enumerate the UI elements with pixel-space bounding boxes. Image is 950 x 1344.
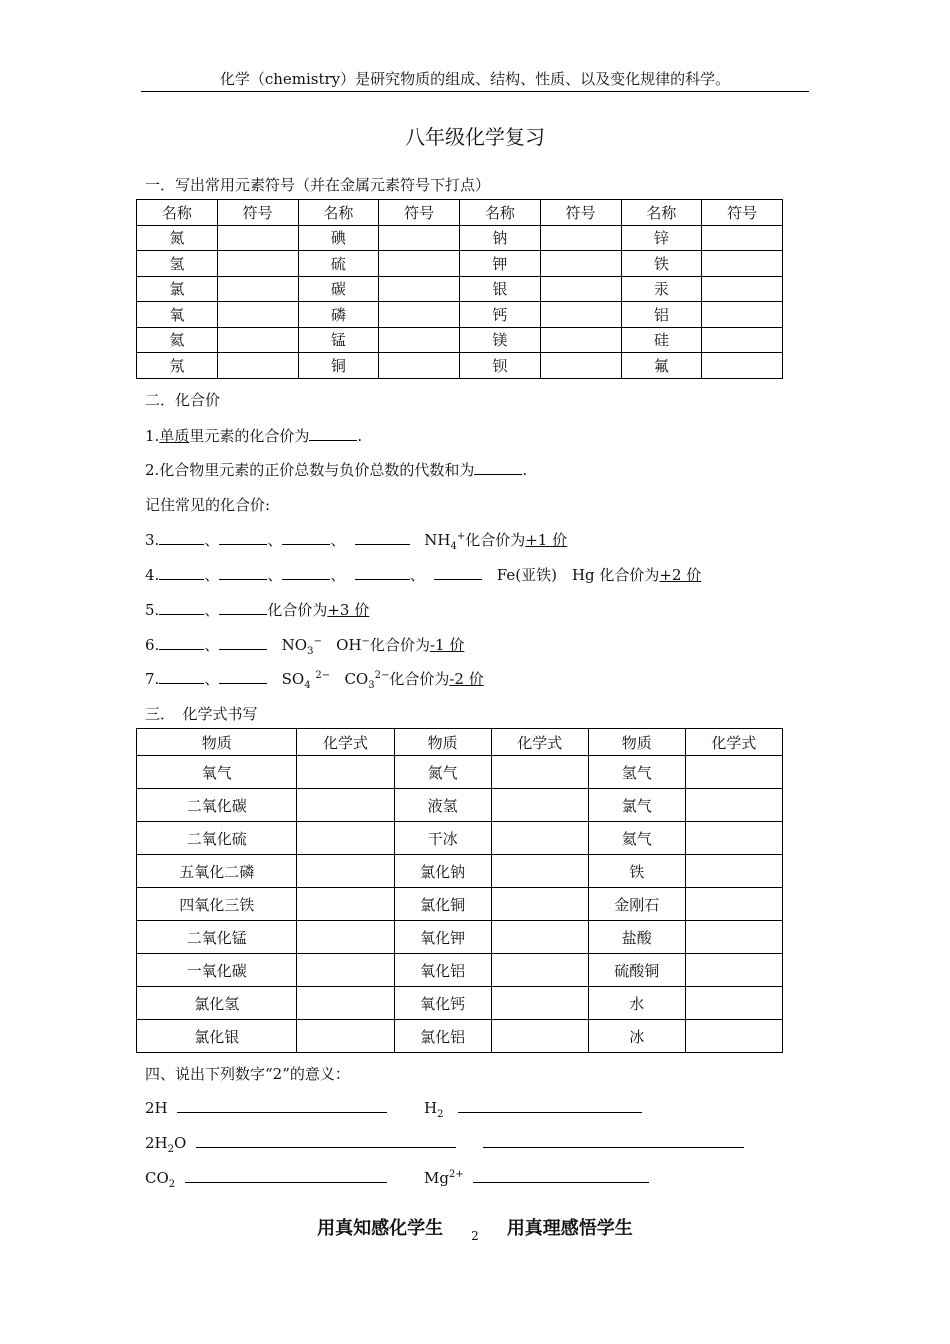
symbol-cell[interactable] (379, 353, 460, 379)
element-name: 氯 (137, 276, 218, 302)
meaning-2H2O-extra (483, 1133, 744, 1152)
table-row (137, 225, 783, 251)
table-header: 化学式 (491, 729, 588, 756)
answer-blank[interactable] (159, 600, 204, 615)
question-number: 7. (145, 670, 160, 688)
substance-name: 氧气 (137, 756, 297, 789)
symbol-cell[interactable] (702, 225, 783, 251)
substance-name: 一氧化碳 (137, 954, 297, 987)
question-text: 化合价为 (594, 566, 660, 584)
table-row (137, 888, 783, 921)
element-name: 钡 (460, 353, 541, 379)
section1-heading: 一．写出常用元素符号（并在金属元素符号下打点） (145, 176, 491, 194)
answer-blank[interactable] (434, 565, 482, 580)
separator: 、 (330, 531, 346, 549)
answer-blank[interactable] (282, 565, 330, 580)
separator: 、 (409, 566, 425, 584)
substance-name: 盐酸 (588, 921, 685, 954)
answer-blank[interactable] (355, 530, 410, 545)
symbol-cell[interactable] (702, 251, 783, 277)
answer-blank[interactable] (185, 1168, 387, 1183)
symbol-cell[interactable] (217, 251, 298, 277)
memorize-note: 记住常见的化合价: (145, 496, 271, 514)
substance-name: 金刚石 (588, 888, 685, 921)
element-name: 氟 (621, 353, 702, 379)
formula-cell[interactable] (491, 822, 588, 855)
formula-cell[interactable] (685, 987, 782, 1020)
table-header: 化学式 (685, 729, 782, 756)
table-header-row (137, 729, 783, 756)
table-header: 符号 (379, 200, 460, 226)
superscript: 2− (374, 670, 390, 681)
substance-name: 铁 (588, 855, 685, 888)
formula-cell[interactable] (491, 954, 588, 987)
element-name: 氖 (137, 353, 218, 379)
table-row (137, 302, 783, 328)
element-name: 铜 (298, 353, 379, 379)
element-name: 铝 (621, 302, 702, 328)
question-5 (145, 599, 369, 620)
substance-name: 氮气 (394, 756, 491, 789)
formula-cell[interactable] (297, 954, 394, 987)
formula-label: 2H (145, 1134, 168, 1152)
question-3 (145, 529, 567, 552)
formula-cell[interactable] (491, 921, 588, 954)
separator: 、 (204, 566, 220, 584)
substance-name: 冰 (588, 1020, 685, 1053)
symbol-cell[interactable] (702, 276, 783, 302)
table-row (137, 327, 783, 353)
formula-label: CO (145, 1169, 169, 1187)
ion-formula: CO (344, 670, 369, 688)
element-name: 钠 (460, 225, 541, 251)
page-footer (0, 1214, 950, 1243)
formula-cell[interactable] (297, 822, 394, 855)
formula-cell[interactable] (491, 888, 588, 921)
formula-cell[interactable] (297, 789, 394, 822)
separator: 、 (204, 531, 220, 549)
substance-name: 硫酸铜 (588, 954, 685, 987)
valence-value: +2 价 (659, 566, 702, 584)
question-number: 3. (145, 531, 160, 549)
question-1 (145, 425, 362, 446)
table-row (137, 1020, 783, 1053)
section4-heading: 四、说出下列数字“2”的意义： (145, 1065, 350, 1083)
question-text: 2.化合物里元素的正价总数与负价总数的代数和为 (145, 461, 475, 479)
valence-value: +1 价 (525, 531, 568, 549)
symbol-cell[interactable] (702, 302, 783, 328)
symbol-cell[interactable] (540, 225, 621, 251)
substance-name: 干冰 (394, 822, 491, 855)
substance-name: 水 (588, 987, 685, 1020)
table-header: 名称 (621, 200, 702, 226)
symbol-cell[interactable] (540, 327, 621, 353)
formula-cell[interactable] (491, 1020, 588, 1053)
substance-name: 二氧化碳 (137, 789, 297, 822)
substance-name: 氧化钙 (394, 987, 491, 1020)
symbol-cell[interactable] (540, 251, 621, 277)
answer-blank[interactable] (355, 565, 410, 580)
answer-blank[interactable] (159, 565, 204, 580)
element-name: 镁 (460, 327, 541, 353)
answer-blank[interactable] (219, 565, 267, 580)
answer-blank[interactable] (309, 426, 357, 441)
answer-blank[interactable] (159, 669, 204, 684)
question-2 (145, 459, 527, 480)
meaning-H2 (424, 1098, 642, 1120)
element-name: 钾 (460, 251, 541, 277)
table-row (137, 921, 783, 954)
page-number: 2 (471, 1229, 479, 1243)
superscript: 2+ (448, 1169, 464, 1180)
substance-name: 氯化氢 (137, 987, 297, 1020)
question-number: 6. (145, 636, 160, 654)
substance-name: 氦气 (588, 822, 685, 855)
answer-blank[interactable] (219, 635, 267, 650)
answer-blank[interactable] (219, 600, 267, 615)
answer-blank[interactable] (219, 669, 267, 684)
symbol-cell[interactable] (540, 276, 621, 302)
table-row (137, 987, 783, 1020)
formula-cell[interactable] (297, 987, 394, 1020)
symbol-cell[interactable] (540, 302, 621, 328)
element-name: 氢 (137, 251, 218, 277)
formula-cell[interactable] (491, 756, 588, 789)
subscript: 3 (368, 680, 375, 691)
element-name: 银 (460, 276, 541, 302)
substance-name: 五氧化二磷 (137, 855, 297, 888)
table-header: 名称 (298, 200, 379, 226)
answer-blank[interactable] (474, 460, 522, 475)
table-header: 名称 (460, 200, 541, 226)
answer-blank[interactable] (159, 635, 204, 650)
element-name: 硫 (298, 251, 379, 277)
answer-blank[interactable] (177, 1098, 387, 1113)
formula-cell[interactable] (685, 888, 782, 921)
valence-value: -1 价 (429, 636, 465, 654)
symbol-cell[interactable] (217, 225, 298, 251)
underlined-term: 单质 (159, 427, 190, 445)
formula-cell[interactable] (491, 987, 588, 1020)
superscript: 2− (315, 670, 331, 681)
valence-value: +3 价 (327, 601, 370, 619)
formula-cell[interactable] (685, 921, 782, 954)
substance-name: 氧化铝 (394, 954, 491, 987)
formula-cell[interactable] (685, 1020, 782, 1053)
ion-formula: NH (424, 531, 451, 549)
symbol-cell[interactable] (217, 327, 298, 353)
table-header: 物质 (137, 729, 297, 756)
meaning-2H (145, 1098, 387, 1117)
substance-name: 氯化银 (137, 1020, 297, 1053)
formula-label: Mg (424, 1169, 449, 1187)
question-4 (145, 564, 701, 585)
substance-name: 氢气 (588, 756, 685, 789)
substance-name: 二氧化锰 (137, 921, 297, 954)
separator: 、 (330, 566, 346, 584)
table-row (137, 822, 783, 855)
formula-label: 2H (145, 1099, 168, 1117)
table-header: 物质 (394, 729, 491, 756)
subscript: 4 (304, 680, 311, 691)
table-row (137, 251, 783, 277)
question-text: 化合价为 (389, 670, 450, 688)
substance-name: 二氧化硫 (137, 822, 297, 855)
formula-cell[interactable] (297, 921, 394, 954)
section3-heading: 三． 化学式书写 (145, 705, 258, 723)
symbol-cell[interactable] (379, 302, 460, 328)
separator: 、 (204, 670, 220, 688)
footer-motto-left: 用真知感化学生 (317, 1218, 444, 1239)
separator: 、 (204, 636, 220, 654)
question-number: 1. (145, 427, 160, 445)
formula-cell[interactable] (685, 789, 782, 822)
punctuation: . (357, 427, 363, 445)
formula-cell[interactable] (491, 789, 588, 822)
symbol-cell[interactable] (217, 276, 298, 302)
answer-blank[interactable] (196, 1133, 456, 1148)
element-name: 氦 (137, 327, 218, 353)
element-name: 锰 (298, 327, 379, 353)
ion-formula: SO (281, 670, 305, 688)
table-row (137, 276, 783, 302)
subscript: 2 (437, 1109, 444, 1120)
chemical-formula-table (136, 728, 783, 1053)
symbol-cell[interactable] (217, 353, 298, 379)
question-number: 5. (145, 601, 160, 619)
element-name: 碘 (298, 225, 379, 251)
separator: 、 (267, 566, 283, 584)
page-header: 化学（chemistry）是研究物质的组成、结构、性质、以及变化规律的科学。 (219, 70, 731, 88)
table-header: 符号 (540, 200, 621, 226)
page-title: 八年级化学复习 (405, 125, 545, 149)
subscript: 4 (450, 541, 457, 552)
substance-name: 四氧化三铁 (137, 888, 297, 921)
symbol-cell[interactable] (702, 353, 783, 379)
symbol-cell[interactable] (379, 225, 460, 251)
substance-name: 氯化铜 (394, 888, 491, 921)
substance-name: 液氢 (394, 789, 491, 822)
formula-cell[interactable] (685, 855, 782, 888)
formula-label: H (424, 1099, 438, 1117)
symbol-cell[interactable] (217, 302, 298, 328)
header-divider (141, 91, 809, 92)
question-6 (145, 634, 464, 657)
superscript: + (456, 531, 466, 542)
footer-motto-right: 用真理感悟学生 (506, 1218, 633, 1239)
question-text: 化合价为 (369, 636, 430, 654)
table-row (137, 954, 783, 987)
table-row (137, 789, 783, 822)
element-name: 硅 (621, 327, 702, 353)
subscript: 2 (168, 1179, 176, 1190)
formula-label: O (174, 1134, 187, 1152)
symbol-cell[interactable] (379, 251, 460, 277)
answer-blank[interactable] (473, 1168, 649, 1183)
answer-blank[interactable] (219, 530, 267, 545)
section2-heading: 二．化合价 (145, 391, 221, 409)
punctuation: . (522, 461, 528, 479)
table-row (137, 855, 783, 888)
table-header: 符号 (702, 200, 783, 226)
separator: 、 (204, 601, 220, 619)
element-name: 钙 (460, 302, 541, 328)
element-name: 铁 (621, 251, 702, 277)
formula-cell[interactable] (685, 954, 782, 987)
question-text: 化合价为 (465, 531, 526, 549)
answer-blank[interactable] (159, 530, 204, 545)
substance-name: 氯气 (588, 789, 685, 822)
ion-formula: OH (336, 636, 362, 654)
answer-blank[interactable] (458, 1098, 642, 1113)
meaning-2H2O (145, 1133, 456, 1155)
element-symbol-table (136, 199, 783, 379)
formula-cell[interactable] (297, 756, 394, 789)
formula-cell[interactable] (297, 1020, 394, 1053)
question-text: 化合价为 (267, 601, 328, 619)
table-row (137, 353, 783, 379)
substance-name: 氯化铝 (394, 1020, 491, 1053)
symbol-cell[interactable] (702, 327, 783, 353)
table-header: 名称 (137, 200, 218, 226)
table-header: 物质 (588, 729, 685, 756)
formula-cell[interactable] (685, 756, 782, 789)
question-7 (145, 668, 484, 691)
symbol-cell[interactable] (540, 353, 621, 379)
table-header: 化学式 (297, 729, 394, 756)
separator: 、 (267, 531, 283, 549)
question-number: 4. (145, 566, 160, 584)
symbol-cell[interactable] (379, 327, 460, 353)
formula-cell[interactable] (297, 855, 394, 888)
table-header-row (137, 200, 783, 226)
symbol-cell[interactable] (379, 276, 460, 302)
formula-cell[interactable] (685, 822, 782, 855)
answer-blank[interactable] (483, 1133, 744, 1148)
question-text: 里元素的化合价为 (189, 427, 310, 445)
subscript: 3 (307, 646, 314, 657)
element-name: 氮 (137, 225, 218, 251)
meaning-Mg2plus (424, 1168, 649, 1187)
valence-value: -2 价 (449, 670, 484, 688)
element-name: 汞 (621, 276, 702, 302)
table-row (137, 756, 783, 789)
superscript: − (361, 636, 370, 647)
element-name: 锌 (621, 225, 702, 251)
substance-name: 氧化钾 (394, 921, 491, 954)
formula-cell[interactable] (491, 855, 588, 888)
ion-formula: Fe(亚铁) Hg (496, 566, 595, 584)
element-name: 氧 (137, 302, 218, 328)
element-name: 碳 (298, 276, 379, 302)
ion-formula: NO (281, 636, 308, 654)
answer-blank[interactable] (282, 530, 330, 545)
subscript: 2 (167, 1144, 174, 1155)
substance-name: 氯化钠 (394, 855, 491, 888)
element-name: 磷 (298, 302, 379, 328)
table-header: 符号 (217, 200, 298, 226)
superscript: − (313, 636, 322, 647)
formula-cell[interactable] (297, 888, 394, 921)
meaning-CO2 (145, 1168, 387, 1190)
